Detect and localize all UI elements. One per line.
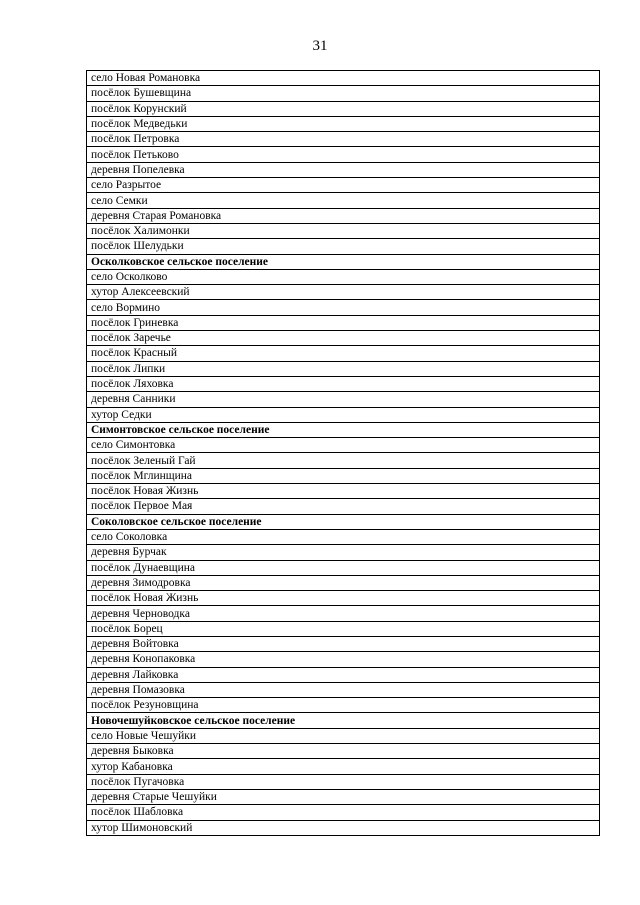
table-row xyxy=(87,193,600,208)
settlement-name-cell: хутор Кабановка xyxy=(87,759,600,774)
table-row xyxy=(87,468,600,483)
table-row xyxy=(87,820,600,835)
settlement-name-cell: посёлок Красный xyxy=(87,346,600,361)
settlement-name-cell: посёлок Первое Мая xyxy=(87,499,600,514)
table-row xyxy=(87,621,600,636)
settlement-name-cell: деревня Зимодровка xyxy=(87,575,600,590)
table-row xyxy=(87,147,600,162)
settlement-name-cell: деревня Войтовка xyxy=(87,636,600,651)
table-row xyxy=(87,575,600,590)
table-row xyxy=(87,652,600,667)
table-row xyxy=(87,744,600,759)
table-row xyxy=(87,239,600,254)
table-row xyxy=(87,71,600,86)
settlement-name-cell: село Симонтовка xyxy=(87,438,600,453)
page-number: 31 xyxy=(312,38,328,54)
settlement-name-cell: посёлок Шабловка xyxy=(87,805,600,820)
settlement-name-cell: деревня Конопаковка xyxy=(87,652,600,667)
table-row xyxy=(87,484,600,499)
settlement-name-cell: деревня Санники xyxy=(87,392,600,407)
settlement-name-cell: село Осколково xyxy=(87,269,600,284)
table-row xyxy=(87,208,600,223)
settlement-name-cell: деревня Старые Чешуйки xyxy=(87,789,600,804)
settlement-name-cell: посёлок Резуновщина xyxy=(87,698,600,713)
table-row xyxy=(87,285,600,300)
settlements-table-body xyxy=(87,71,600,836)
table-row xyxy=(87,545,600,560)
settlement-name-cell: посёлок Шелудьки xyxy=(87,239,600,254)
settlement-name-cell: деревня Помазовка xyxy=(87,682,600,697)
settlement-name-cell: посёлок Новая Жизнь xyxy=(87,484,600,499)
table-row xyxy=(87,560,600,575)
settlement-name-cell: хутор Алексеевский xyxy=(87,285,600,300)
settlement-name-cell: деревня Старая Романовка xyxy=(87,208,600,223)
table-row xyxy=(87,132,600,147)
settlement-name-cell: деревня Черноводка xyxy=(87,606,600,621)
table-row xyxy=(87,162,600,177)
settlement-name-cell: село Соколовка xyxy=(87,529,600,544)
settlement-name-cell: село Семки xyxy=(87,193,600,208)
settlement-name-cell: село Вормино xyxy=(87,300,600,315)
table-row xyxy=(87,300,600,315)
settlement-name-cell: посёлок Ляховка xyxy=(87,376,600,391)
table-row xyxy=(87,407,600,422)
table-row xyxy=(87,331,600,346)
table-row xyxy=(87,774,600,789)
table-row xyxy=(87,499,600,514)
settlement-name-cell: село Новая Романовка xyxy=(87,71,600,86)
settlement-name-cell: посёлок Новая Жизнь xyxy=(87,591,600,606)
settlement-name-cell: посёлок Бушевщина xyxy=(87,86,600,101)
settlement-name-cell: хутор Шимоновский xyxy=(87,820,600,835)
settlement-name-cell: посёлок Заречье xyxy=(87,331,600,346)
settlement-name-cell: посёлок Пугачовка xyxy=(87,774,600,789)
section-heading-row xyxy=(87,422,600,437)
table-row xyxy=(87,315,600,330)
settlement-name-cell: посёлок Медведьки xyxy=(87,116,600,131)
table-row xyxy=(87,682,600,697)
settlement-name-cell: посёлок Зеленый Гай xyxy=(87,453,600,468)
table-row xyxy=(87,86,600,101)
section-heading-cell: Осколковское сельское поселение xyxy=(87,254,600,269)
table-row xyxy=(87,223,600,238)
table-row xyxy=(87,453,600,468)
section-heading-row xyxy=(87,254,600,269)
settlement-name-cell: деревня Быковка xyxy=(87,744,600,759)
settlement-name-cell: деревня Лайковка xyxy=(87,667,600,682)
table-row xyxy=(87,728,600,743)
table-row xyxy=(87,759,600,774)
table-row xyxy=(87,269,600,284)
settlement-name-cell: село Новые Чешуйки xyxy=(87,728,600,743)
table-row xyxy=(87,392,600,407)
table-row xyxy=(87,698,600,713)
settlement-name-cell: посёлок Дунаевщина xyxy=(87,560,600,575)
section-heading-row xyxy=(87,514,600,529)
table-row xyxy=(87,636,600,651)
settlement-name-cell: посёлок Петровка xyxy=(87,132,600,147)
table-row xyxy=(87,346,600,361)
table-row xyxy=(87,789,600,804)
table-row xyxy=(87,606,600,621)
settlement-name-cell: посёлок Петьково xyxy=(87,147,600,162)
settlement-name-cell: посёлок Липки xyxy=(87,361,600,376)
table-row xyxy=(87,178,600,193)
table-row xyxy=(87,529,600,544)
table-row xyxy=(87,101,600,116)
settlement-name-cell: посёлок Халимонки xyxy=(87,223,600,238)
settlement-name-cell: деревня Бурчак xyxy=(87,545,600,560)
table-row xyxy=(87,805,600,820)
settlement-name-cell: посёлок Мглинщина xyxy=(87,468,600,483)
settlement-name-cell: посёлок Борец xyxy=(87,621,600,636)
settlement-name-cell: село Разрытое xyxy=(87,178,600,193)
section-heading-cell: Соколовское сельское поселение xyxy=(87,514,600,529)
settlements-table xyxy=(86,70,600,836)
settlement-name-cell: посёлок Корунский xyxy=(87,101,600,116)
table-row xyxy=(87,116,600,131)
table-row xyxy=(87,361,600,376)
table-row xyxy=(87,667,600,682)
settlement-name-cell: хутор Седки xyxy=(87,407,600,422)
section-heading-cell: Новочешуйковское сельское поселение xyxy=(87,713,600,728)
table-row xyxy=(87,591,600,606)
section-heading-row xyxy=(87,713,600,728)
section-heading-cell: Симонтовское сельское поселение xyxy=(87,422,600,437)
settlement-name-cell: посёлок Гриневка xyxy=(87,315,600,330)
table-row xyxy=(87,376,600,391)
table-row xyxy=(87,438,600,453)
settlement-name-cell: деревня Попелевка xyxy=(87,162,600,177)
